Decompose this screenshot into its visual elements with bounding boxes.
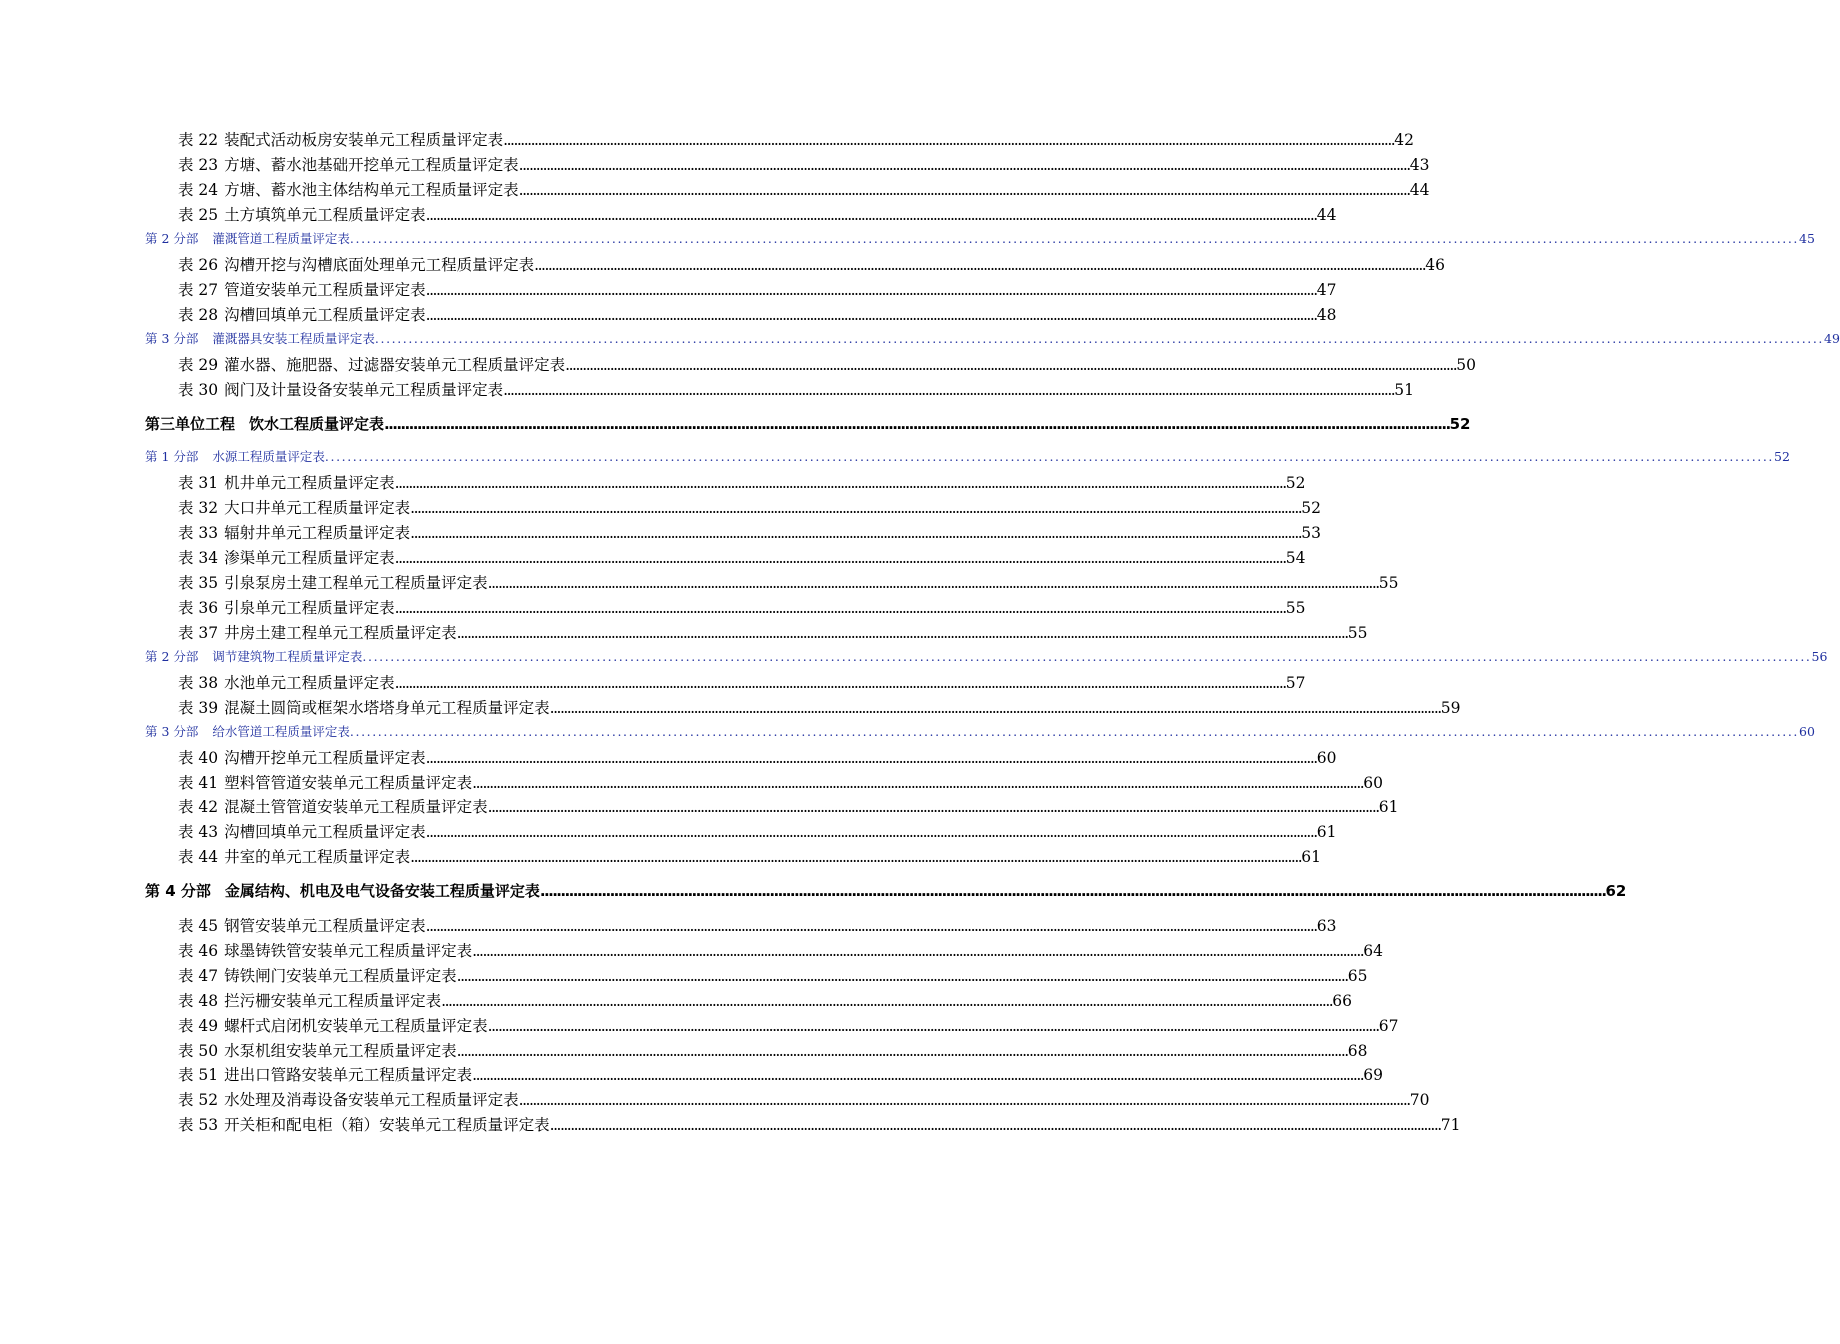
toc-entry-label: [178, 546, 395, 568]
toc-entry[interactable]: [178, 378, 1414, 400]
toc-entry-page: 54: [1285, 549, 1306, 567]
toc-entry-page: 68: [1347, 1042, 1368, 1060]
toc-entry-page: 46: [1425, 256, 1445, 274]
toc-leader-dots: ....................................................................................................................................................................................................................................................................: [549, 699, 1441, 717]
toc-entry-number: 第 3 分部: [145, 331, 199, 346]
toc-entry-page: 49: [1824, 331, 1840, 346]
toc-entry-label: [178, 1014, 488, 1036]
toc-entry-page: 61: [1301, 848, 1321, 866]
toc-entry-title: 大口井单元工程质量评定表: [224, 499, 411, 517]
toc-entry-number: 表 39: [178, 699, 219, 717]
toc-entry-title: 饮水工程质量评定表: [249, 415, 385, 433]
toc-entry-page: 62: [1605, 882, 1627, 900]
toc-entry-label: [178, 521, 410, 543]
toc-entry-number: 表 38: [178, 674, 219, 692]
toc-entry-title: 调节建筑物工程质量评定表: [212, 649, 363, 664]
toc-entry-label: [178, 795, 488, 817]
toc-entry-page: 67: [1378, 1017, 1399, 1035]
toc-entry-page: 61: [1378, 798, 1399, 816]
toc-entry-label: [178, 1039, 457, 1061]
toc-entry-label: [178, 178, 519, 200]
toc-entry[interactable]: [145, 647, 1828, 665]
toc-entry-page: 44: [1316, 206, 1337, 224]
toc-entry-number: 表 23: [178, 156, 219, 174]
toc-entry[interactable]: [178, 914, 1337, 936]
toc-leader-dots: ....................................................................................................................................................................................................................................................................: [487, 574, 1379, 592]
toc-entry[interactable]: [145, 329, 1840, 347]
toc-entry-title: 管道安装单元工程质量评定表: [224, 281, 426, 299]
toc-entry-label: [178, 746, 426, 768]
toc-leader-dots: ....................................................................................................................................................................................................................................................................: [425, 306, 1317, 324]
toc-entry-number: 表 47: [178, 967, 219, 985]
toc-entry-label: [178, 496, 410, 518]
toc-entry-title: 沟槽回填单元工程质量评定表: [224, 823, 426, 841]
toc-entry-number: 表 32: [178, 499, 219, 517]
toc-leader-dots: ....................................................................................................................................................................................................................................................................: [425, 823, 1317, 841]
toc-entry-page: 61: [1316, 823, 1337, 841]
toc-leader-dots: ....................................................................................................................................................................................................................................................................: [549, 1116, 1441, 1134]
toc-leader-dots: ....................................................................................................................................................................................................................................................................: [518, 181, 1410, 199]
toc-entry-label: [178, 278, 426, 300]
toc-leader-dots: ....................................................................................................................................................................................................................................................................: [472, 1066, 1364, 1084]
toc-entry-label: [178, 1088, 519, 1110]
toc-entry-title: 沟槽回填单元工程质量评定表: [224, 306, 426, 324]
toc-entry-label: [178, 621, 457, 643]
toc-entry[interactable]: [178, 178, 1430, 200]
toc-entry-label: [178, 378, 503, 400]
toc-entry[interactable]: [178, 253, 1445, 275]
toc-entry-page: 42: [1394, 131, 1414, 149]
toc-entry-page: 48: [1316, 306, 1337, 324]
toc-entry-title: 土方填筑单元工程质量评定表: [224, 206, 426, 224]
toc-entry-title: 辐射井单元工程质量评定表: [224, 524, 411, 542]
toc-leader-dots: ....................................................................................................................................................................................................................................................................: [394, 549, 1286, 567]
toc-entry-number: 表 49: [178, 1017, 219, 1035]
toc-entry-title: 阀门及计量设备安装单元工程质量评定表: [224, 381, 504, 399]
toc-entry-title: 灌溉器具安装工程质量评定表: [212, 331, 375, 346]
toc-entry[interactable]: [145, 880, 1627, 901]
toc-entry-label: [178, 914, 426, 936]
toc-entry-label: [145, 722, 350, 740]
toc-entry-number: 第 1 分部: [145, 449, 199, 464]
toc-entry-label: [145, 447, 325, 465]
toc-entry[interactable]: [178, 303, 1337, 325]
toc-entry-title: 方塘、蓄水池主体结构单元工程质量评定表: [224, 181, 519, 199]
toc-entry-title: 水泵机组安装单元工程质量评定表: [224, 1042, 457, 1060]
toc-entry-page: 69: [1363, 1066, 1383, 1084]
toc-leader-dots: ....................................................................................................................................................................................................................................................................: [565, 356, 1457, 374]
toc-entry-label: [178, 820, 426, 842]
toc-entry-label: [178, 471, 395, 493]
toc-entry-label: [178, 128, 503, 150]
toc-entry-title: 拦污栅安装单元工程质量评定表: [224, 992, 442, 1010]
toc-entry[interactable]: [178, 1039, 1368, 1061]
toc-entry-title: 灌水器、施肥器、过滤器安装单元工程质量评定表: [224, 356, 566, 374]
toc-entry-number: 表 50: [178, 1042, 219, 1060]
toc-leader-dots: ....................................................................................................................................................................................................................................................................: [487, 798, 1379, 816]
toc-entry[interactable]: [145, 722, 1815, 740]
toc-entry-label: [178, 303, 426, 325]
toc-entry-label: [145, 413, 384, 434]
toc-entry-title: 沟槽开挖与沟槽底面处理单元工程质量评定表: [224, 256, 535, 274]
toc-leader-dots: ....................................................................................................................................................................................................................................................................: [410, 524, 1302, 542]
toc-entry-title: 水处理及消毒设备安装单元工程质量评定表: [224, 1091, 519, 1109]
toc-leader-dots: ....................................................................................................................................................................................................................................................................: [487, 1017, 1379, 1035]
toc-entry-title: 给水管道工程质量评定表: [212, 724, 350, 739]
toc-entry-title: 球墨铸铁管安装单元工程质量评定表: [224, 942, 473, 960]
toc-entry-label: [178, 989, 441, 1011]
toc-entry[interactable]: [178, 1063, 1383, 1085]
toc-entry-number: 第 4 分部: [145, 882, 211, 900]
toc-entry-title: 混凝土管管道安装单元工程质量评定表: [224, 798, 488, 816]
toc-entry-page: 71: [1440, 1116, 1461, 1134]
toc-entry-page: 55: [1378, 574, 1399, 592]
toc-entry-number: 表 37: [178, 624, 219, 642]
toc-entry-label: [178, 1063, 472, 1085]
toc-entry-page: 60: [1799, 724, 1815, 739]
toc-entry[interactable]: [178, 989, 1352, 1011]
toc-entry-number: 表 28: [178, 306, 219, 324]
toc-leader-dots: ....................................................................................................................................................................................................................................................................: [539, 882, 1606, 900]
toc-entry-page: 60: [1316, 749, 1337, 767]
toc-leader-dots: ....................................................................................................................................................................................................................................................................: [384, 415, 1450, 433]
toc-entry-label: [178, 671, 395, 693]
toc-leader-dots: ....................................................................................................................................................................................................................................................................: [456, 967, 1348, 985]
toc-entry-page: 63: [1316, 917, 1337, 935]
toc-entry-page: 47: [1316, 281, 1337, 299]
toc-entry-number: 表 34: [178, 549, 219, 567]
toc-entry-title: 井室的单元工程质量评定表: [224, 848, 411, 866]
toc-entry-label: [145, 329, 375, 347]
toc-leader-dots: ....................................................................................................................................................................................................................................................................: [503, 381, 1395, 399]
toc-entry[interactable]: [178, 203, 1337, 225]
toc-leader-dots: ....................................................................................................................................................................................................................................................................: [534, 256, 1426, 274]
toc-entry-title: 引泉泵房土建工程单元工程质量评定表: [224, 574, 488, 592]
toc-leader-dots: ....................................................................................................................................................................................................................................................................: [425, 749, 1317, 767]
toc-leader-dots: ....................................................................................................................................................................................................................................................................: [472, 774, 1364, 792]
toc-entry-page: 65: [1347, 967, 1368, 985]
toc-entry-label: [178, 771, 472, 793]
toc-leader-dots: ....................................................................................................................................................................................................................................................................: [394, 474, 1286, 492]
toc-leader-dots: ....................................................................................................................................................................................................................................................................: [349, 231, 1800, 246]
toc-entry-page: 59: [1440, 699, 1461, 717]
toc-entry[interactable]: [178, 671, 1306, 693]
toc-entry-label: [145, 880, 540, 901]
toc-entry-title: 沟槽开挖单元工程质量评定表: [224, 749, 426, 767]
toc-entry-number: 表 51: [178, 1066, 219, 1084]
toc-entry-label: [145, 647, 362, 665]
toc-entry-label: [178, 596, 395, 618]
toc-entry-label: [178, 153, 519, 175]
toc-entry[interactable]: [178, 278, 1337, 300]
toc-entry-label: [178, 353, 565, 375]
toc-leader-dots: ....................................................................................................................................................................................................................................................................: [410, 499, 1302, 517]
toc-entry-title: 进出口管路安装单元工程质量评定表: [224, 1066, 473, 1084]
toc-entry[interactable]: [145, 413, 1471, 434]
toc-entry[interactable]: [178, 964, 1368, 986]
toc-entry[interactable]: [178, 596, 1306, 618]
toc-leader-dots: ....................................................................................................................................................................................................................................................................: [349, 724, 1800, 739]
toc-leader-dots: ....................................................................................................................................................................................................................................................................: [394, 599, 1286, 617]
toc-entry-title: 机井单元工程质量评定表: [224, 474, 395, 492]
toc-entry[interactable]: [178, 571, 1399, 593]
toc-entry-number: 表 43: [178, 823, 219, 841]
toc-leader-dots: ....................................................................................................................................................................................................................................................................: [472, 942, 1364, 960]
toc-entry-page: 53: [1301, 524, 1321, 542]
toc-entry-label: [178, 696, 550, 718]
toc-leader-dots: ....................................................................................................................................................................................................................................................................: [518, 1091, 1410, 1109]
toc-leader-dots: ....................................................................................................................................................................................................................................................................: [456, 1042, 1348, 1060]
toc-entry-page: 52: [1285, 474, 1306, 492]
toc-entry-title: 灌溉管道工程质量评定表: [212, 231, 350, 246]
toc-entry-number: 表 30: [178, 381, 219, 399]
toc-entry-page: 57: [1285, 674, 1306, 692]
toc-entry-number: 表 40: [178, 749, 219, 767]
toc-entry-number: 表 52: [178, 1091, 219, 1109]
toc-entry-number: 表 31: [178, 474, 219, 492]
toc-entry-label: [178, 964, 457, 986]
toc-entry-label: [178, 571, 488, 593]
toc-entry-title: 混凝土圆筒或框架水塔塔身单元工程质量评定表: [224, 699, 550, 717]
toc-entry-page: 66: [1332, 992, 1352, 1010]
toc-entry[interactable]: [178, 939, 1383, 961]
toc-entry-page: 50: [1456, 356, 1476, 374]
toc-entry-number: 表 46: [178, 942, 219, 960]
toc-entry[interactable]: [178, 1014, 1399, 1036]
toc-entry-page: 51: [1394, 381, 1414, 399]
toc-entry-page: 60: [1363, 774, 1383, 792]
toc-entry-page: 52: [1449, 415, 1471, 433]
toc-entry-label: [178, 1113, 550, 1135]
toc-entry-label: [178, 253, 534, 275]
toc-entry-title: 水源工程质量评定表: [212, 449, 325, 464]
toc-leader-dots: ....................................................................................................................................................................................................................................................................: [441, 992, 1333, 1010]
toc-entry-title: 钢管安装单元工程质量评定表: [224, 917, 426, 935]
toc-entry[interactable]: [145, 229, 1815, 247]
toc-entry[interactable]: [178, 496, 1321, 518]
toc-entry[interactable]: [178, 621, 1368, 643]
toc-entry-number: 表 41: [178, 774, 219, 792]
toc-entry-number: 表 33: [178, 524, 219, 542]
toc-entry-number: 表 36: [178, 599, 219, 617]
toc-entry-number: 表 25: [178, 206, 219, 224]
toc-entry[interactable]: [178, 521, 1321, 543]
toc-leader-dots: ....................................................................................................................................................................................................................................................................: [456, 624, 1348, 642]
toc-entry-page: 43: [1409, 156, 1430, 174]
toc-entry-title: 装配式活动板房安装单元工程质量评定表: [224, 131, 504, 149]
toc-entry-number: 第 2 分部: [145, 649, 199, 664]
toc-entry-number: 表 26: [178, 256, 219, 274]
toc-entry[interactable]: [178, 820, 1337, 842]
toc-entry[interactable]: [178, 128, 1414, 150]
toc-entry-title: 渗渠单元工程质量评定表: [224, 549, 395, 567]
toc-entry[interactable]: [178, 353, 1476, 375]
toc-entry-title: 螺杆式启闭机安装单元工程质量评定表: [224, 1017, 488, 1035]
toc-entry-title: 引泉单元工程质量评定表: [224, 599, 395, 617]
toc-entry-title: 方塘、蓄水池基础开挖单元工程质量评定表: [224, 156, 519, 174]
toc-entry-number: 表 24: [178, 181, 219, 199]
toc-entry[interactable]: [178, 696, 1461, 718]
toc-entry-label: [178, 203, 426, 225]
toc-leader-dots: ....................................................................................................................................................................................................................................................................: [374, 331, 1825, 346]
toc-entry-number: 表 45: [178, 917, 219, 935]
toc-leader-dots: ....................................................................................................................................................................................................................................................................: [503, 131, 1395, 149]
toc-entry[interactable]: [178, 1113, 1461, 1135]
toc-entry-number: 表 35: [178, 574, 219, 592]
toc-entry-title: 开关柜和配电柜（箱）安装单元工程质量评定表: [224, 1116, 550, 1134]
toc-entry-title: 金属结构、机电及电气设备安装工程质量评定表: [224, 882, 540, 900]
toc-entry-page: 45: [1799, 231, 1815, 246]
toc-entry-page: 52: [1774, 449, 1790, 464]
toc-entry-page: 44: [1409, 181, 1430, 199]
toc-entry-title: 水池单元工程质量评定表: [224, 674, 395, 692]
toc-leader-dots: ....................................................................................................................................................................................................................................................................: [425, 917, 1317, 935]
toc-entry-label: [178, 845, 410, 867]
toc-entry[interactable]: [178, 795, 1399, 817]
toc-leader-dots: ....................................................................................................................................................................................................................................................................: [410, 848, 1302, 866]
toc-leader-dots: ....................................................................................................................................................................................................................................................................: [425, 281, 1317, 299]
toc-entry-page: 52: [1301, 499, 1321, 517]
toc-entry-number: 第三单位工程: [145, 415, 236, 433]
toc-entry-page: 70: [1409, 1091, 1430, 1109]
toc-entry-number: 表 42: [178, 798, 219, 816]
toc-entry[interactable]: [178, 746, 1337, 768]
toc-leader-dots: ....................................................................................................................................................................................................................................................................: [518, 156, 1410, 174]
toc-entry[interactable]: [178, 771, 1383, 793]
toc-leader-dots: ....................................................................................................................................................................................................................................................................: [324, 449, 1775, 464]
toc-entry-number: 表 44: [178, 848, 219, 866]
toc-entry-title: 铸铁闸门安装单元工程质量评定表: [224, 967, 457, 985]
toc-entry[interactable]: [178, 1088, 1430, 1110]
toc-entry-title: 塑料管管道安装单元工程质量评定表: [224, 774, 473, 792]
toc-entry[interactable]: [178, 153, 1430, 175]
toc-leader-dots: ....................................................................................................................................................................................................................................................................: [362, 649, 1812, 664]
toc-entry-page: 64: [1363, 942, 1383, 960]
toc-entry-number: 表 22: [178, 131, 219, 149]
toc-entry-number: 表 29: [178, 356, 219, 374]
toc-leader-dots: ....................................................................................................................................................................................................................................................................: [394, 674, 1286, 692]
toc-entry-number: 第 3 分部: [145, 724, 199, 739]
toc-entry-page: 55: [1347, 624, 1368, 642]
toc-entry[interactable]: [145, 447, 1790, 465]
toc-entry[interactable]: [178, 546, 1306, 568]
toc-entry-label: [178, 939, 472, 961]
toc-entry-title: 井房土建工程单元工程质量评定表: [224, 624, 457, 642]
toc-entry-number: 表 48: [178, 992, 219, 1010]
toc-entry-number: 第 2 分部: [145, 231, 199, 246]
toc-entry-page: 55: [1285, 599, 1306, 617]
toc-entry-number: 表 27: [178, 281, 219, 299]
toc-leader-dots: ....................................................................................................................................................................................................................................................................: [425, 206, 1317, 224]
toc-entry-number: 表 53: [178, 1116, 219, 1134]
toc-entry-label: [145, 229, 350, 247]
toc-entry-page: 56: [1811, 649, 1828, 664]
toc-entry[interactable]: [178, 845, 1321, 867]
toc-entry[interactable]: [178, 471, 1306, 493]
